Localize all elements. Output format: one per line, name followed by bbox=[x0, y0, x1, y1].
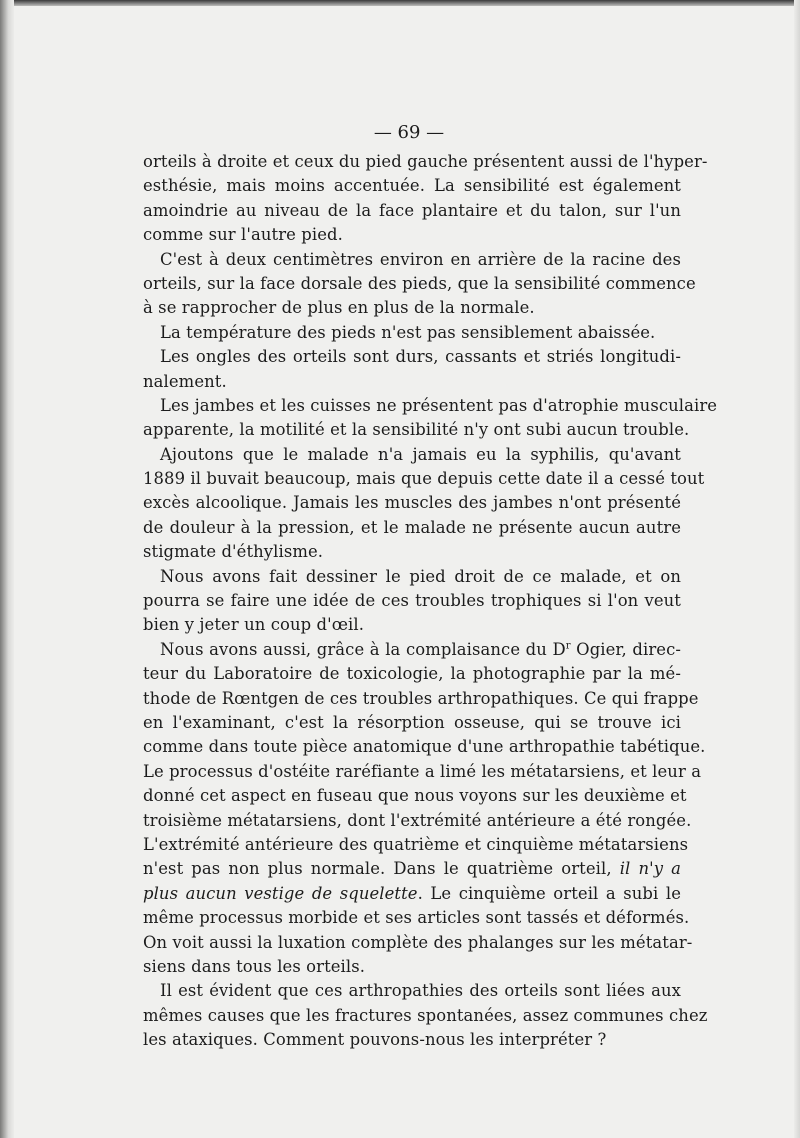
text-line bbox=[143, 223, 681, 247]
text-line bbox=[143, 662, 681, 686]
line-text: teur du Laboratoire de toxicologie, la photographie par la mé- bbox=[143, 664, 681, 684]
italic-text: plus aucun vestige de squelette bbox=[143, 883, 418, 903]
text-line bbox=[143, 687, 699, 711]
text-line bbox=[143, 809, 692, 833]
line-text: thode de Rœntgen de ces troubles arthropathiques. Ce qui frappe bbox=[143, 688, 699, 708]
line-text: esthésie, mais moins accentuée. La sensibilité est également bbox=[143, 176, 681, 196]
line-text: Il est évident que ces arthropathies des orteils sont liées aux bbox=[160, 981, 681, 1001]
text-line bbox=[143, 150, 708, 174]
line-text: n'est pas non plus normale. Dans le quatrième orteil, bbox=[143, 859, 620, 879]
line-text: de douleur à la pression, et le malade ne présente aucun autre bbox=[143, 517, 681, 537]
text-line bbox=[143, 589, 681, 613]
line-text: Les jambes et les cuisses ne présentent pas d'atrophie musculaire bbox=[160, 395, 718, 415]
line-text: Les ongles des orteils sont durs, cassants et striés longitudi- bbox=[160, 347, 681, 367]
text-line bbox=[143, 711, 681, 735]
line-text: orteils, sur la face dorsale des pieds, que la sensibilité commence bbox=[143, 273, 696, 293]
line-text: en l'examinant, c'est la résorption osseuse, qui se trouve ici bbox=[143, 712, 681, 732]
text-line bbox=[143, 467, 705, 491]
line-text: La température des pieds n'est pas sensiblement abaissée. bbox=[160, 322, 656, 342]
line-text: nalement. bbox=[143, 371, 227, 391]
text-line bbox=[143, 199, 681, 223]
page-number: — 69 — bbox=[373, 122, 445, 143]
italic-text: il n'y a bbox=[619, 859, 681, 879]
text-line bbox=[143, 638, 681, 662]
line-text: amoindrie au niveau de la face plantaire et du talon, sur l'un bbox=[143, 200, 681, 220]
text-line bbox=[143, 321, 681, 345]
line-text: comme dans toute pièce anatomique d'une arthropathie tabétique. bbox=[143, 737, 706, 757]
line-text: Ajoutons que le malade n'a jamais eu la syphilis, qu'avant bbox=[160, 444, 681, 464]
text-line bbox=[143, 931, 693, 955]
text-line bbox=[143, 491, 681, 515]
text-line bbox=[143, 394, 718, 418]
text-line bbox=[143, 784, 687, 808]
text-line bbox=[143, 760, 702, 784]
text-line bbox=[143, 979, 681, 1003]
text-line bbox=[143, 857, 681, 881]
line-text: pourra se faire une idée de ces troubles trophiques si l'on veut bbox=[143, 591, 681, 611]
text-line bbox=[143, 418, 690, 442]
line-text: les ataxiques. Comment pouvons-nous les interpréter ? bbox=[143, 1030, 607, 1050]
line-text-after: Ogier, direc- bbox=[570, 639, 681, 659]
text-line bbox=[143, 565, 681, 589]
text-line bbox=[143, 906, 690, 930]
line-text: troisième métatarsiens, dont l'extrémité antérieure a été rongée. bbox=[143, 810, 692, 830]
text-line bbox=[143, 296, 681, 320]
text-line bbox=[143, 248, 681, 272]
text-line bbox=[143, 882, 681, 906]
text-line bbox=[143, 174, 681, 198]
line-text: à se rapprocher de plus en plus de la normale. bbox=[143, 298, 535, 318]
line-text: Nous avons aussi, grâce à la complaisance du D bbox=[160, 639, 566, 659]
text-line bbox=[143, 516, 681, 540]
line-text: même processus morbide et ses articles sont tassés et déformés. bbox=[143, 908, 690, 928]
line-text: L'extrémité antérieure des quatrième et cinquième métatarsiens bbox=[143, 834, 689, 854]
line-text: excès alcoolique. Jamais les muscles des jambes n'ont présenté bbox=[143, 493, 681, 513]
text-line bbox=[143, 613, 681, 637]
text-line bbox=[143, 443, 681, 467]
line-text: mêmes causes que les fractures spontanées, assez communes chez bbox=[143, 1005, 708, 1025]
line-text: Le processus d'ostéite raréfiante a limé les métatarsiens, et leur a bbox=[143, 761, 702, 781]
line-text: Nous avons fait dessiner le pied droit de ce malade, et on bbox=[160, 566, 681, 586]
text-line bbox=[143, 735, 706, 759]
line-text: apparente, la motilité et la sensibilité n'y ont subi aucun trouble. bbox=[143, 420, 690, 440]
line-text: 1889 il buvait beaucoup, mais que depuis cette date il a cessé tout bbox=[143, 469, 705, 489]
line-text: comme sur l'autre pied. bbox=[143, 225, 343, 245]
text-line bbox=[143, 955, 681, 979]
text-line bbox=[143, 370, 681, 394]
line-text: orteils à droite et ceux du pied gauche présentent aussi de l'hyper- bbox=[143, 152, 708, 171]
text-line bbox=[143, 1028, 681, 1052]
line-text: stigmate d'éthylisme. bbox=[143, 542, 324, 562]
line-text: C'est à deux centimètres environ en arrière de la racine des bbox=[160, 249, 681, 269]
text-line bbox=[143, 1004, 708, 1028]
line-text: bien y jeter un coup d'œil. bbox=[143, 615, 365, 635]
text-line bbox=[143, 272, 696, 296]
line-text: siens dans tous les orteils. bbox=[143, 956, 366, 976]
text-line bbox=[143, 345, 681, 369]
line-text-after: . Le cinquième orteil a subi le bbox=[417, 883, 681, 903]
body-text bbox=[143, 150, 718, 1052]
superscript: r bbox=[565, 640, 571, 652]
text-line bbox=[143, 540, 681, 564]
line-text: donné cet aspect en fuseau que nous voyons sur les deuxième et bbox=[143, 786, 687, 806]
line-text: On voit aussi la luxation complète des phalanges sur les métatar- bbox=[143, 932, 693, 952]
text-line bbox=[143, 833, 689, 857]
